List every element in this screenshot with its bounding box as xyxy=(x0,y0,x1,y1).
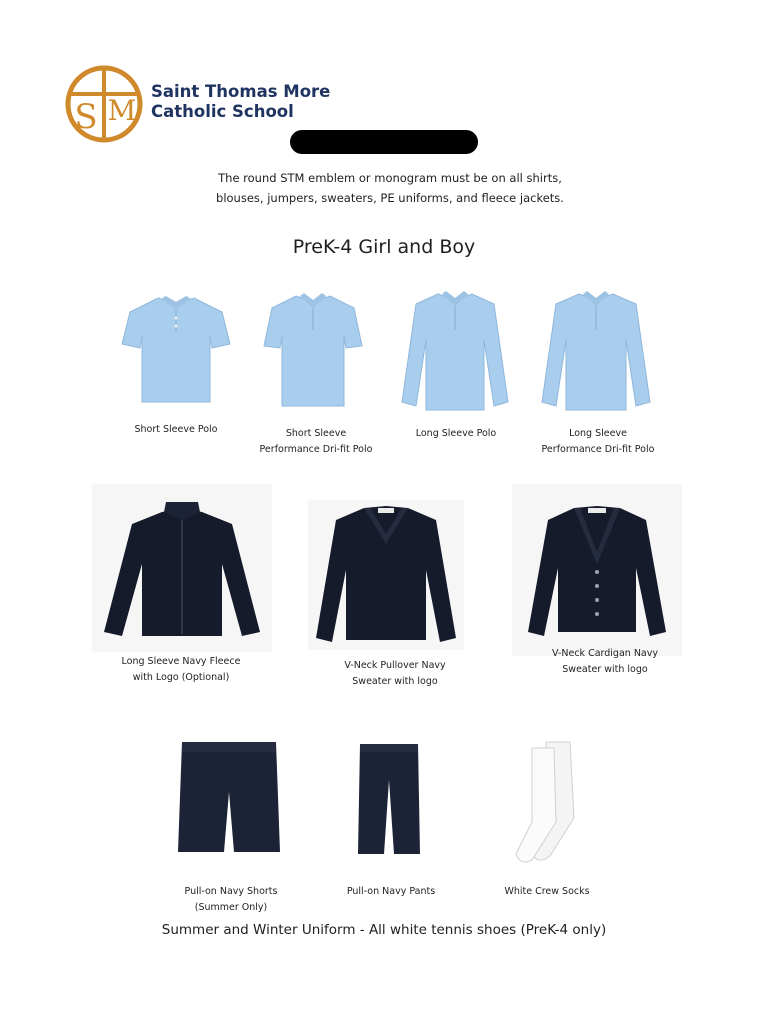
short-sleeve-performance-polo-image xyxy=(258,290,368,410)
intro-line1: The round STM emblem or monogram must be on all shirts, xyxy=(218,171,562,185)
caption-long-sleeve-performance-polo: Long Sleeve Performance Dri-fit Polo xyxy=(541,428,655,455)
school-logo-emblem xyxy=(64,64,144,144)
caption-vneck-cardigan: V-Neck Cardigan Navy Sweater with logo xyxy=(552,648,658,675)
navy-pants-image xyxy=(356,740,422,858)
caption-short-sleeve-performance-polo: Short Sleeve Performance Dri-fit Polo xyxy=(259,428,373,455)
white-crew-socks-image xyxy=(510,738,586,866)
footer-note: Summer and Winter Uniform - All white tennis shoes (PreK-4 only) xyxy=(161,922,607,938)
section-title: PreK-4 Girl and Boy xyxy=(292,236,476,258)
vneck-pullover-sweater-image xyxy=(308,500,464,650)
long-sleeve-performance-polo-image xyxy=(536,290,656,414)
caption-navy-shorts: Pull-on Navy Shorts (Summer Only) xyxy=(184,886,278,913)
caption-vneck-pullover: V-Neck Pullover Navy Sweater with logo xyxy=(344,660,446,687)
caption-navy-pants: Pull-on Navy Pants xyxy=(346,886,436,897)
school-name xyxy=(151,82,330,122)
caption-white-socks: White Crew Socks xyxy=(504,886,590,897)
school-name-line1: Saint Thomas More xyxy=(151,82,331,101)
redacted-heading xyxy=(290,130,478,154)
intro-text xyxy=(150,168,630,208)
navy-shorts-image xyxy=(176,738,282,856)
vneck-cardigan-sweater-image xyxy=(512,484,682,656)
short-sleeve-polo-image xyxy=(116,292,236,408)
svg-text:M: M xyxy=(107,94,137,127)
long-sleeve-polo-image xyxy=(396,290,514,414)
intro-line2: blouses, jumpers, sweaters, PE uniforms, and fleece jackets. xyxy=(216,191,564,205)
caption-navy-fleece: Long Sleeve Navy Fleece with Logo (Optional) xyxy=(121,656,241,683)
caption-long-sleeve-polo: Long Sleeve Polo xyxy=(415,428,497,439)
navy-fleece-image xyxy=(92,484,272,652)
caption-short-sleeve-polo: Short Sleeve Polo xyxy=(134,424,218,435)
svg-text:S: S xyxy=(74,97,98,137)
school-name-line2: Catholic School xyxy=(151,102,294,121)
